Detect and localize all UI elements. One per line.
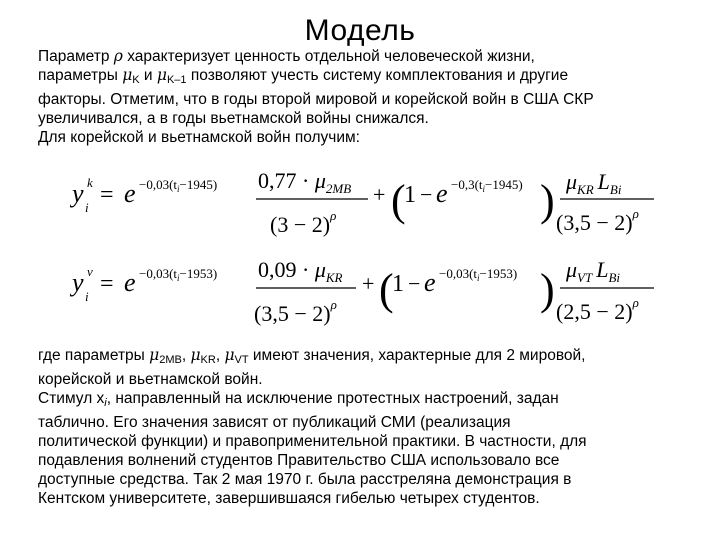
formula-vietnam <box>69 257 654 326</box>
y-var: y <box>72 179 84 208</box>
rho-symbol: ρ <box>113 47 123 65</box>
subscript-i: i <box>85 289 89 304</box>
intro-text: и <box>139 67 157 84</box>
superscript-v: v <box>87 264 93 279</box>
exponent-text: −1953) <box>479 266 518 281</box>
close-paren: ) <box>540 176 555 225</box>
exponent-sub: i <box>177 273 180 283</box>
denominator-2 <box>556 206 639 235</box>
e-base: e <box>124 268 136 297</box>
L-var: L <box>597 169 610 194</box>
denominator-text: (3,5 − 2) <box>556 210 633 235</box>
denominator-2 <box>556 295 639 324</box>
mu-subscript: 2MB <box>325 181 352 196</box>
L-subscript: Bi <box>608 270 621 285</box>
outro-line-5: политической функции) и правоприменительной практики. В частности, для <box>38 433 587 450</box>
exponent-1 <box>139 266 217 283</box>
outro-text: , <box>181 347 191 364</box>
exponent-1 <box>139 177 217 194</box>
intro-text: позволяют учесть систему комплектования и другие <box>186 67 569 84</box>
subscript-i: i <box>85 200 89 215</box>
exponent-text: −0,03(t <box>439 266 478 281</box>
mu-symbol: μ <box>314 257 326 282</box>
rho-exponent: ρ <box>330 297 337 312</box>
denominator-text: (3 − 2) <box>270 212 331 237</box>
open-paren: ( <box>391 176 406 225</box>
subscript: VT <box>234 354 249 366</box>
intro-line-5: Для корейской и вьетнамской войн получим: <box>38 129 360 146</box>
outro-text: , направленный на исключение протестных настроений, задан <box>106 390 559 407</box>
coefficient: 0,77 · <box>258 168 315 193</box>
exponent-text: −0,03(t <box>139 266 178 281</box>
numerator-2 <box>565 169 622 197</box>
denominator-1 <box>254 297 337 326</box>
one: 1 <box>392 271 404 297</box>
subscript: KR <box>200 354 216 366</box>
slide-title: Модель <box>304 14 416 47</box>
equals-sign: = <box>100 271 114 297</box>
intro-text: характеризует ценность отдельной человеческой жизни, <box>122 48 535 65</box>
exponent-2 <box>451 177 523 194</box>
mu-subscript: KR <box>577 182 594 197</box>
outro-text: , <box>215 347 225 364</box>
mu-subscript: VT <box>577 270 593 285</box>
equals-sign: = <box>100 182 114 208</box>
exponent-text: −0,03(t <box>139 177 178 192</box>
close-paren: ) <box>540 265 555 314</box>
minus-sign: − <box>420 182 433 207</box>
e-base: e <box>424 268 436 297</box>
exponent-text: −1953) <box>179 266 218 281</box>
mu-symbol: μ <box>149 346 160 364</box>
intro-text: параметры <box>38 67 123 84</box>
mu-symbol: μ <box>314 168 326 193</box>
formula-korean <box>69 168 654 237</box>
numerator-1 <box>258 168 351 196</box>
mu-symbol: μ <box>224 346 235 364</box>
y-var: y <box>72 268 84 297</box>
outro-text: имеют значения, характерные для 2 мировой, <box>248 347 586 364</box>
outro-line-3 <box>38 389 698 413</box>
exponent-sub: i <box>482 184 486 194</box>
e-base: e <box>124 179 136 208</box>
outro-line-2: корейской и вьетнамской войн. <box>38 371 263 388</box>
mu-symbol: μ <box>122 66 133 84</box>
outro-line-1 <box>38 346 698 370</box>
subscript: K–1 <box>166 74 187 86</box>
intro-line-4: увеличивался, а в годы вьетнамской войны снижался. <box>38 110 429 127</box>
minus-sign: − <box>408 271 421 296</box>
subscript: i <box>104 397 107 409</box>
outro-line-7: доступные средства. Так 2 мая 1970 г. была расстреляна демонстрация в <box>38 471 572 488</box>
denominator-1 <box>270 208 336 237</box>
outro-line-4: таблично. Его значения зависят от публикаций СМИ (реализация <box>38 414 511 431</box>
exponent-text: −0,3(t <box>451 177 483 192</box>
intro-text: Параметр <box>38 48 114 65</box>
mu-symbol: μ <box>156 66 167 84</box>
mu-symbol: μ <box>190 346 201 364</box>
L-var: L <box>596 257 609 282</box>
L-subscript: Bi <box>609 182 622 197</box>
one: 1 <box>404 182 416 208</box>
superscript-k: k <box>87 175 93 190</box>
open-paren: ( <box>379 265 394 314</box>
rho-exponent: ρ <box>632 295 639 310</box>
outro-text: Стимул x <box>38 390 105 407</box>
outro-line-8: Кентском университете, завершившаяся гибелью четырех студентов. <box>38 490 540 507</box>
exponent-sub: i <box>477 273 480 283</box>
denominator-text: (3,5 − 2) <box>254 301 331 326</box>
e-base: e <box>436 179 448 208</box>
exponent-text: −1945) <box>179 177 218 192</box>
mu-subscript: KR <box>325 270 343 285</box>
mu-symbol: μ <box>566 169 578 194</box>
plus-sign: + <box>373 182 386 207</box>
subscript: K <box>132 74 140 86</box>
exponent-sub: i <box>177 184 180 194</box>
coefficient: 0,09 · <box>258 257 315 282</box>
numerator-1 <box>258 257 343 285</box>
intro-line-3: факторы. Отметим, что в годы второй мировой и корейской войн в США СКР <box>38 91 594 108</box>
outro-paragraph <box>38 346 698 508</box>
outro-text: где параметры <box>38 347 150 364</box>
rho-exponent: ρ <box>330 208 337 223</box>
numerator-2 <box>565 257 620 285</box>
plus-sign: + <box>362 271 375 296</box>
subscript: 2MB <box>159 354 182 366</box>
denominator-text: (2,5 − 2) <box>556 299 633 324</box>
mu-symbol: μ <box>566 257 578 282</box>
exponent-2 <box>439 266 517 283</box>
exponent-text: −1945) <box>485 177 523 192</box>
rho-exponent: ρ <box>632 206 639 221</box>
outro-line-6: подавления волнений студентов Правительство США использовало все <box>38 452 560 469</box>
